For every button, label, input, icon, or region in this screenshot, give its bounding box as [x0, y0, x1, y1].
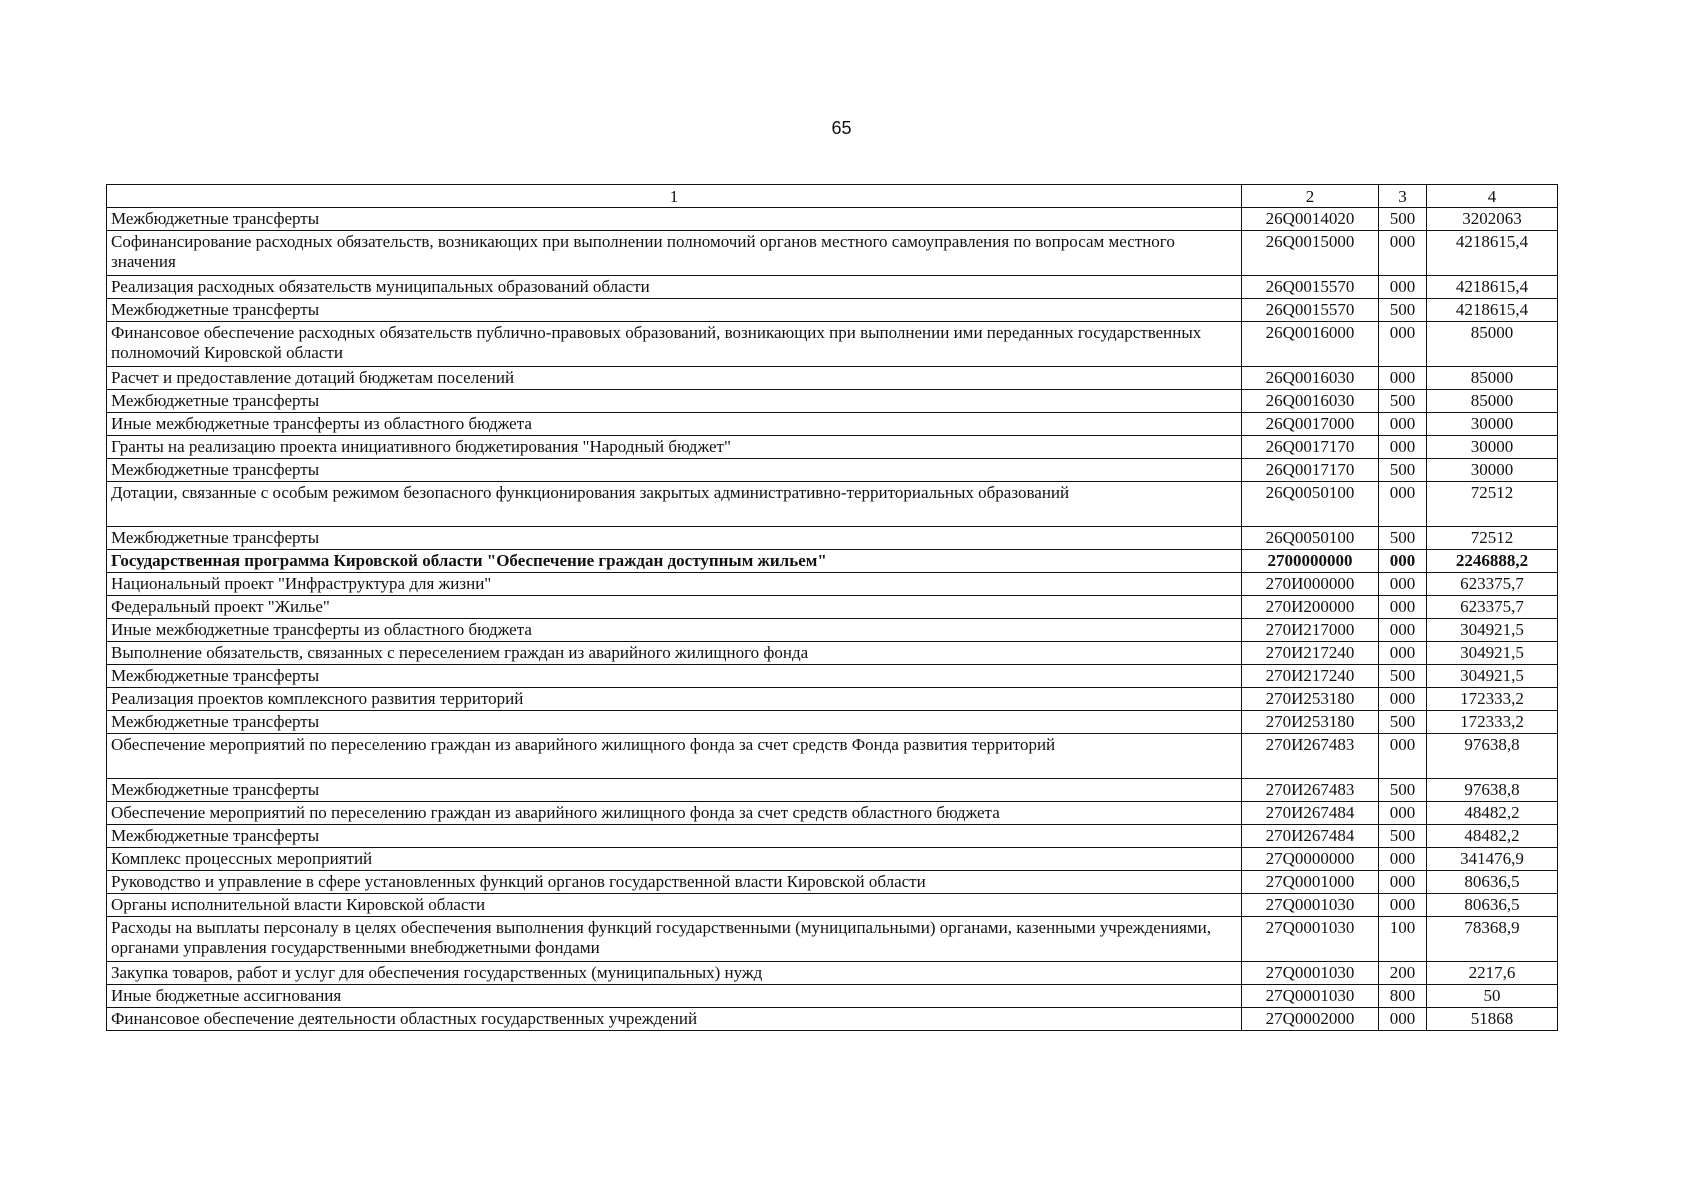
table-row	[107, 550, 1558, 573]
row-name-cell: Закупка товаров, работ и услуг для обеспечения государственных (муниципальных) нужд	[107, 962, 1242, 985]
row-amount-cell: 172333,2	[1427, 711, 1558, 734]
row-kind-cell: 000	[1379, 734, 1427, 779]
row-code-cell: 26Q0017170	[1242, 436, 1379, 459]
row-amount-cell: 30000	[1427, 413, 1558, 436]
row-kind-cell: 500	[1379, 208, 1427, 231]
row-kind-cell: 500	[1379, 527, 1427, 550]
row-kind-cell: 000	[1379, 894, 1427, 917]
table-row	[107, 779, 1558, 802]
row-kind-cell: 800	[1379, 985, 1427, 1008]
row-amount-cell: 2246888,2	[1427, 550, 1558, 573]
row-amount-cell: 623375,7	[1427, 596, 1558, 619]
row-amount-cell: 85000	[1427, 390, 1558, 413]
row-code-cell: 270И253180	[1242, 688, 1379, 711]
row-amount-cell: 97638,8	[1427, 779, 1558, 802]
row-name-cell: Дотации, связанные с особым режимом безопасного функционирования закрытых административно-территориальных образований	[107, 482, 1242, 527]
table-row	[107, 1008, 1558, 1031]
row-name-cell: Федеральный проект "Жилье"	[107, 596, 1242, 619]
row-kind-cell: 000	[1379, 322, 1427, 367]
row-name-cell: Обеспечение мероприятий по переселению граждан из аварийного жилищного фонда за счет средств областного бюджета	[107, 802, 1242, 825]
row-code-cell: 26Q0050100	[1242, 527, 1379, 550]
row-kind-cell: 500	[1379, 390, 1427, 413]
row-name-cell: Межбюджетные трансферты	[107, 665, 1242, 688]
row-code-cell: 270И200000	[1242, 596, 1379, 619]
row-kind-cell: 000	[1379, 413, 1427, 436]
row-name-cell: Государственная программа Кировской области "Обеспечение граждан доступным жильем"	[107, 550, 1242, 573]
row-amount-cell: 97638,8	[1427, 734, 1558, 779]
row-kind-cell: 000	[1379, 550, 1427, 573]
table-row	[107, 322, 1558, 367]
col-header-amount: 4	[1427, 185, 1558, 208]
table-row	[107, 962, 1558, 985]
table-row	[107, 573, 1558, 596]
table-row	[107, 413, 1558, 436]
table-row	[107, 985, 1558, 1008]
row-amount-cell: 48482,2	[1427, 825, 1558, 848]
row-kind-cell: 000	[1379, 573, 1427, 596]
row-code-cell: 26Q0014020	[1242, 208, 1379, 231]
row-amount-cell: 50	[1427, 985, 1558, 1008]
table-row	[107, 276, 1558, 299]
row-kind-cell: 000	[1379, 596, 1427, 619]
row-kind-cell: 000	[1379, 642, 1427, 665]
row-kind-cell: 200	[1379, 962, 1427, 985]
row-amount-cell: 80636,5	[1427, 894, 1558, 917]
row-kind-cell: 000	[1379, 871, 1427, 894]
row-amount-cell: 4218615,4	[1427, 231, 1558, 276]
table-row	[107, 711, 1558, 734]
table-row	[107, 231, 1558, 276]
row-name-cell: Межбюджетные трансферты	[107, 527, 1242, 550]
row-kind-cell: 500	[1379, 299, 1427, 322]
row-code-cell: 2700000000	[1242, 550, 1379, 573]
row-amount-cell: 172333,2	[1427, 688, 1558, 711]
row-amount-cell: 48482,2	[1427, 802, 1558, 825]
row-name-cell: Реализация расходных обязательств муниципальных образований области	[107, 276, 1242, 299]
row-name-cell: Иные бюджетные ассигнования	[107, 985, 1242, 1008]
row-code-cell: 26Q0017170	[1242, 459, 1379, 482]
table-row	[107, 688, 1558, 711]
row-kind-cell: 500	[1379, 459, 1427, 482]
row-amount-cell: 85000	[1427, 322, 1558, 367]
row-amount-cell: 3202063	[1427, 208, 1558, 231]
row-amount-cell: 623375,7	[1427, 573, 1558, 596]
row-name-cell: Межбюджетные трансферты	[107, 825, 1242, 848]
row-kind-cell: 500	[1379, 825, 1427, 848]
row-name-cell: Финансовое обеспечение расходных обязательств публично-правовых образований, возникающих при выполнении ими переданных государственных полномочий Кировской области	[107, 322, 1242, 367]
row-name-cell: Расходы на выплаты персоналу в целях обеспечения выполнения функций государственными (муниципальными) органами, казенными учреждениями, органами управления государственными внебюджетными фондами	[107, 917, 1242, 962]
row-code-cell: 270И267484	[1242, 802, 1379, 825]
row-amount-cell: 85000	[1427, 367, 1558, 390]
row-name-cell: Расчет и предоставление дотаций бюджетам поселений	[107, 367, 1242, 390]
col-header-code: 2	[1242, 185, 1379, 208]
row-amount-cell: 341476,9	[1427, 848, 1558, 871]
row-amount-cell: 51868	[1427, 1008, 1558, 1031]
table-row	[107, 642, 1558, 665]
table-row	[107, 917, 1558, 962]
row-code-cell: 270И267484	[1242, 825, 1379, 848]
row-code-cell: 270И217240	[1242, 665, 1379, 688]
row-amount-cell: 80636,5	[1427, 871, 1558, 894]
table-row	[107, 596, 1558, 619]
col-header-name: 1	[107, 185, 1242, 208]
row-code-cell: 26Q0015570	[1242, 276, 1379, 299]
row-kind-cell: 000	[1379, 688, 1427, 711]
row-code-cell: 270И267483	[1242, 779, 1379, 802]
row-code-cell: 26Q0015000	[1242, 231, 1379, 276]
table-row	[107, 665, 1558, 688]
row-code-cell: 26Q0016030	[1242, 367, 1379, 390]
row-name-cell: Межбюджетные трансферты	[107, 299, 1242, 322]
row-name-cell: Органы исполнительной власти Кировской области	[107, 894, 1242, 917]
row-name-cell: Гранты на реализацию проекта инициативного бюджетирования "Народный бюджет"	[107, 436, 1242, 459]
row-name-cell: Межбюджетные трансферты	[107, 459, 1242, 482]
row-amount-cell: 304921,5	[1427, 619, 1558, 642]
row-code-cell: 26Q0016000	[1242, 322, 1379, 367]
table-row	[107, 619, 1558, 642]
row-name-cell: Межбюджетные трансферты	[107, 779, 1242, 802]
row-kind-cell: 000	[1379, 367, 1427, 390]
row-name-cell: Межбюджетные трансферты	[107, 390, 1242, 413]
row-kind-cell: 500	[1379, 665, 1427, 688]
budget-table	[106, 184, 1558, 1031]
col-header-kind: 3	[1379, 185, 1427, 208]
row-code-cell: 270И217240	[1242, 642, 1379, 665]
row-name-cell: Межбюджетные трансферты	[107, 711, 1242, 734]
row-name-cell: Иные межбюджетные трансферты из областного бюджета	[107, 619, 1242, 642]
row-amount-cell: 78368,9	[1427, 917, 1558, 962]
row-amount-cell: 4218615,4	[1427, 276, 1558, 299]
row-kind-cell: 000	[1379, 802, 1427, 825]
table-row	[107, 894, 1558, 917]
table-row	[107, 802, 1558, 825]
row-code-cell: 270И000000	[1242, 573, 1379, 596]
row-amount-cell: 4218615,4	[1427, 299, 1558, 322]
row-amount-cell: 304921,5	[1427, 665, 1558, 688]
table-body	[107, 208, 1558, 1031]
table-row	[107, 436, 1558, 459]
table-row	[107, 299, 1558, 322]
row-code-cell: 27Q0000000	[1242, 848, 1379, 871]
row-amount-cell: 72512	[1427, 482, 1558, 527]
row-kind-cell: 000	[1379, 619, 1427, 642]
row-code-cell: 27Q0001000	[1242, 871, 1379, 894]
table-row	[107, 825, 1558, 848]
header-row	[107, 185, 1558, 208]
table-row	[107, 848, 1558, 871]
row-name-cell: Иные межбюджетные трансферты из областного бюджета	[107, 413, 1242, 436]
table-row	[107, 390, 1558, 413]
row-kind-cell: 000	[1379, 1008, 1427, 1031]
row-code-cell: 26Q0017000	[1242, 413, 1379, 436]
row-name-cell: Софинансирование расходных обязательств, возникающих при выполнении полномочий органов местного самоуправления по вопросам местного значения	[107, 231, 1242, 276]
row-amount-cell: 304921,5	[1427, 642, 1558, 665]
row-code-cell: 27Q0001030	[1242, 917, 1379, 962]
row-amount-cell: 2217,6	[1427, 962, 1558, 985]
row-name-cell: Реализация проектов комплексного развития территорий	[107, 688, 1242, 711]
row-code-cell: 26Q0050100	[1242, 482, 1379, 527]
row-code-cell: 27Q0001030	[1242, 985, 1379, 1008]
row-name-cell: Финансовое обеспечение деятельности областных государственных учреждений	[107, 1008, 1242, 1031]
row-kind-cell: 000	[1379, 436, 1427, 459]
row-kind-cell: 000	[1379, 482, 1427, 527]
row-name-cell: Комплекс процессных мероприятий	[107, 848, 1242, 871]
row-kind-cell: 000	[1379, 231, 1427, 276]
table-row	[107, 367, 1558, 390]
row-code-cell: 270И253180	[1242, 711, 1379, 734]
row-code-cell: 27Q0001030	[1242, 962, 1379, 985]
table-row	[107, 208, 1558, 231]
row-kind-cell: 500	[1379, 711, 1427, 734]
table-row	[107, 459, 1558, 482]
row-kind-cell: 500	[1379, 779, 1427, 802]
page-number: 65	[831, 118, 852, 138]
row-amount-cell: 30000	[1427, 459, 1558, 482]
row-amount-cell: 30000	[1427, 436, 1558, 459]
row-name-cell: Обеспечение мероприятий по переселению граждан из аварийного жилищного фонда за счет средств Фонда развития территорий	[107, 734, 1242, 779]
row-code-cell: 26Q0016030	[1242, 390, 1379, 413]
row-name-cell: Руководство и управление в сфере установленных функций органов государственной власти Кировской области	[107, 871, 1242, 894]
row-kind-cell: 000	[1379, 276, 1427, 299]
row-code-cell: 270И267483	[1242, 734, 1379, 779]
row-name-cell: Национальный проект "Инфраструктура для жизни"	[107, 573, 1242, 596]
table-row	[107, 734, 1558, 779]
table-row	[107, 527, 1558, 550]
row-code-cell: 27Q0001030	[1242, 894, 1379, 917]
row-amount-cell: 72512	[1427, 527, 1558, 550]
row-code-cell: 270И217000	[1242, 619, 1379, 642]
row-code-cell: 26Q0015570	[1242, 299, 1379, 322]
row-kind-cell: 100	[1379, 917, 1427, 962]
row-kind-cell: 000	[1379, 848, 1427, 871]
row-name-cell: Выполнение обязательств, связанных с переселением граждан из аварийного жилищного фонда	[107, 642, 1242, 665]
row-name-cell: Межбюджетные трансферты	[107, 208, 1242, 231]
table-row	[107, 871, 1558, 894]
row-code-cell: 27Q0002000	[1242, 1008, 1379, 1031]
table-row	[107, 482, 1558, 527]
